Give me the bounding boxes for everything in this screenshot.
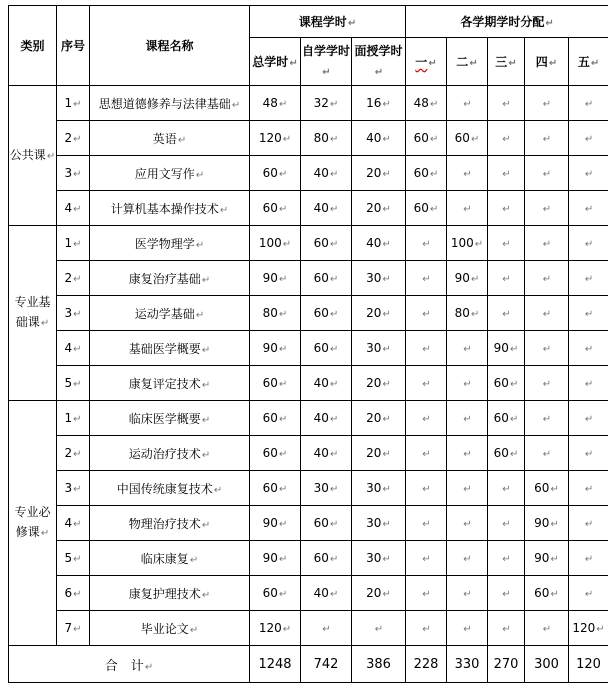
header-total-hours: 总学时↵: [250, 38, 301, 86]
total-hours-cell: 60↵: [250, 471, 301, 506]
table-row: [9, 191, 608, 226]
totals-semester-5: 120: [569, 646, 608, 683]
total-hours-cell: 100↵: [250, 226, 301, 261]
semester-5-cell: ↵: [569, 226, 608, 261]
semester-2-cell: ↵: [447, 86, 488, 121]
table-row: [9, 156, 608, 191]
total-hours-cell: 90↵: [250, 506, 301, 541]
self-study-cell: 40↵: [301, 401, 352, 436]
seq-cell: 4↵: [57, 331, 90, 366]
course-name-cell: 康复治疗基础↵: [90, 261, 250, 296]
seq-cell: 4↵: [57, 506, 90, 541]
semester-3-cell: ↵: [488, 121, 525, 156]
face-to-face-cell: 40↵: [352, 121, 406, 156]
totals-semester-3: 270: [488, 646, 525, 683]
semester-2-cell: 100↵: [447, 226, 488, 261]
header-hours-group: 课程学时↵: [250, 6, 406, 38]
header-semester-group: 各学期学时分配↵: [406, 6, 608, 38]
self-study-cell: 40↵: [301, 576, 352, 611]
totals-face-to-face: 386: [352, 646, 406, 683]
self-study-cell: 32↵: [301, 86, 352, 121]
semester-1-cell: ↵: [406, 366, 447, 401]
semester-3-cell: ↵: [488, 506, 525, 541]
semester-5-cell: ↵: [569, 296, 608, 331]
self-study-cell: 60↵: [301, 261, 352, 296]
semester-2-cell: ↵: [447, 331, 488, 366]
face-to-face-cell: 20↵: [352, 401, 406, 436]
face-to-face-cell: 30↵: [352, 331, 406, 366]
semester-5-cell: 120↵: [569, 611, 608, 646]
course-name-cell: 运动治疗技术↵: [90, 436, 250, 471]
total-hours-cell: 48↵: [250, 86, 301, 121]
total-hours-cell: 60↵: [250, 156, 301, 191]
course-name-cell: 基础医学概要↵: [90, 331, 250, 366]
table-row: [9, 436, 608, 471]
header-semester-3: 三↵: [488, 38, 525, 86]
semester-5-cell: ↵: [569, 576, 608, 611]
course-name-cell: 康复评定技术↵: [90, 366, 250, 401]
face-to-face-cell: 16↵: [352, 86, 406, 121]
semester-4-cell: ↵: [525, 296, 569, 331]
semester-4-cell: ↵: [525, 156, 569, 191]
semester-4-cell: ↵: [525, 366, 569, 401]
seq-cell: 7↵: [57, 611, 90, 646]
semester-3-cell: ↵: [488, 541, 525, 576]
seq-cell: 2↵: [57, 121, 90, 156]
semester-5-cell: ↵: [569, 156, 608, 191]
face-to-face-cell: 30↵: [352, 471, 406, 506]
semester-4-cell: ↵: [525, 121, 569, 156]
semester-5-cell: ↵: [569, 261, 608, 296]
semester-4-cell: ↵: [525, 86, 569, 121]
semester-3-cell: ↵: [488, 296, 525, 331]
total-hours-cell: 90↵: [250, 331, 301, 366]
semester-4-cell: 60↵: [525, 576, 569, 611]
semester-3-cell: ↵: [488, 191, 525, 226]
seq-cell: 5↵: [57, 541, 90, 576]
semester-2-cell: ↵: [447, 506, 488, 541]
face-to-face-cell: 30↵: [352, 506, 406, 541]
self-study-cell: ↵: [301, 611, 352, 646]
semester-3-cell: ↵: [488, 156, 525, 191]
face-to-face-cell: ↵: [352, 611, 406, 646]
semester-2-cell: ↵: [447, 401, 488, 436]
table-row: [9, 226, 608, 261]
semester-4-cell: 90↵: [525, 506, 569, 541]
course-name-cell: 应用文写作↵: [90, 156, 250, 191]
totals-label: 合 计↵: [9, 646, 250, 683]
table-row: [9, 121, 608, 156]
seq-cell: 2↵: [57, 261, 90, 296]
semester-2-cell: ↵: [447, 541, 488, 576]
face-to-face-cell: 20↵: [352, 436, 406, 471]
semester-4-cell: ↵: [525, 331, 569, 366]
semester-4-cell: ↵: [525, 261, 569, 296]
semester-4-cell: 90↵: [525, 541, 569, 576]
semester-2-cell: ↵: [447, 471, 488, 506]
semester-1-cell: ↵: [406, 331, 447, 366]
semester-1-cell: ↵: [406, 541, 447, 576]
total-hours-cell: 60↵: [250, 576, 301, 611]
self-study-cell: 30↵: [301, 471, 352, 506]
curriculum-table: [8, 5, 608, 683]
header-course-name: 课程名称: [90, 6, 250, 86]
semester-2-cell: 80↵: [447, 296, 488, 331]
self-study-cell: 60↵: [301, 226, 352, 261]
semester-2-cell: ↵: [447, 366, 488, 401]
semester-2-cell: ↵: [447, 191, 488, 226]
semester-4-cell: ↵: [525, 191, 569, 226]
semester-1-cell: ↵: [406, 296, 447, 331]
total-hours-cell: 60↵: [250, 401, 301, 436]
seq-cell: 3↵: [57, 156, 90, 191]
self-study-cell: 60↵: [301, 296, 352, 331]
table-row: [9, 611, 608, 646]
course-name-cell: 临床康复↵: [90, 541, 250, 576]
table-row: [9, 401, 608, 436]
semester-4-cell: ↵: [525, 436, 569, 471]
semester-1-cell: 60↵: [406, 121, 447, 156]
semester-1-cell: ↵: [406, 506, 447, 541]
self-study-cell: 60↵: [301, 541, 352, 576]
table-body: [9, 86, 608, 646]
semester-5-cell: ↵: [569, 506, 608, 541]
totals-semester-2: 330: [447, 646, 488, 683]
course-name-cell: 医学物理学↵: [90, 226, 250, 261]
semester-4-cell: 60↵: [525, 471, 569, 506]
header-category: 类别: [9, 6, 57, 86]
semester-3-cell: ↵: [488, 471, 525, 506]
face-to-face-cell: 20↵: [352, 296, 406, 331]
semester-3-cell: ↵: [488, 261, 525, 296]
self-study-cell: 80↵: [301, 121, 352, 156]
course-name-cell: 中国传统康复技术↵: [90, 471, 250, 506]
seq-cell: 6↵: [57, 576, 90, 611]
semester-1-cell: 60↵: [406, 191, 447, 226]
table-row: [9, 296, 608, 331]
semester-1-cell: ↵: [406, 611, 447, 646]
semester-5-cell: ↵: [569, 471, 608, 506]
semester-1-cell: ↵: [406, 436, 447, 471]
semester-3-cell: ↵: [488, 611, 525, 646]
semester-5-cell: ↵: [569, 436, 608, 471]
totals-row: [9, 646, 608, 683]
total-hours-cell: 60↵: [250, 366, 301, 401]
semester-3-cell: 90↵: [488, 331, 525, 366]
table-row: [9, 366, 608, 401]
table-row: [9, 331, 608, 366]
semester-1-cell: ↵: [406, 226, 447, 261]
semester-2-cell: 60↵: [447, 121, 488, 156]
seq-cell: 1↵: [57, 226, 90, 261]
course-name-cell: 毕业论文↵: [90, 611, 250, 646]
total-hours-cell: 90↵: [250, 541, 301, 576]
total-hours-cell: 80↵: [250, 296, 301, 331]
semester-1-cell: ↵: [406, 576, 447, 611]
seq-cell: 3↵: [57, 471, 90, 506]
self-study-cell: 40↵: [301, 191, 352, 226]
semester-2-cell: ↵: [447, 156, 488, 191]
face-to-face-cell: 20↵: [352, 366, 406, 401]
semester-3-cell: 60↵: [488, 366, 525, 401]
table-row: [9, 506, 608, 541]
semester-5-cell: ↵: [569, 331, 608, 366]
total-hours-cell: 60↵: [250, 191, 301, 226]
semester-2-cell: ↵: [447, 576, 488, 611]
table-row: [9, 576, 608, 611]
course-name-cell: 物理治疗技术↵: [90, 506, 250, 541]
course-name-cell: 思想道德修养与法律基础↵: [90, 86, 250, 121]
self-study-cell: 40↵: [301, 156, 352, 191]
totals-semester-4: 300: [525, 646, 569, 683]
total-hours-cell: 120↵: [250, 121, 301, 156]
semester-3-cell: 60↵: [488, 401, 525, 436]
totals-total-hours: 1248: [250, 646, 301, 683]
face-to-face-cell: 40↵: [352, 226, 406, 261]
semester-3-cell: 60↵: [488, 436, 525, 471]
semester-5-cell: ↵: [569, 541, 608, 576]
semester-5-cell: ↵: [569, 121, 608, 156]
category-cell: 专业必修课↵: [9, 401, 57, 646]
table-row: [9, 471, 608, 506]
header-row-1: [9, 6, 608, 38]
self-study-cell: 40↵: [301, 436, 352, 471]
seq-cell: 1↵: [57, 86, 90, 121]
semester-3-cell: ↵: [488, 576, 525, 611]
header-seq: 序号: [57, 6, 90, 86]
face-to-face-cell: 30↵: [352, 261, 406, 296]
total-hours-cell: 60↵: [250, 436, 301, 471]
table-row: [9, 86, 608, 121]
semester-5-cell: ↵: [569, 191, 608, 226]
semester-1-cell: ↵: [406, 401, 447, 436]
semester-5-cell: ↵: [569, 86, 608, 121]
header-self-study: 自学学时↵: [301, 38, 352, 86]
course-name-cell: 临床医学概要↵: [90, 401, 250, 436]
category-cell: 公共课↵: [9, 86, 57, 226]
total-hours-cell: 120↵: [250, 611, 301, 646]
seq-cell: 3↵: [57, 296, 90, 331]
semester-3-cell: ↵: [488, 226, 525, 261]
header-semester-4: 四↵: [525, 38, 569, 86]
face-to-face-cell: 20↵: [352, 191, 406, 226]
semester-2-cell: ↵: [447, 436, 488, 471]
category-cell: 专业基础课↵: [9, 226, 57, 401]
semester-2-cell: 90↵: [447, 261, 488, 296]
semester-5-cell: ↵: [569, 366, 608, 401]
table-row: [9, 261, 608, 296]
face-to-face-cell: 20↵: [352, 156, 406, 191]
course-name-cell: 康复护理技术↵: [90, 576, 250, 611]
seq-cell: 5↵: [57, 366, 90, 401]
semester-4-cell: ↵: [525, 226, 569, 261]
totals-self-study: 742: [301, 646, 352, 683]
semester-4-cell: ↵: [525, 401, 569, 436]
totals-semester-1: 228: [406, 646, 447, 683]
semester-5-cell: ↵: [569, 401, 608, 436]
semester-3-cell: ↵: [488, 86, 525, 121]
semester-1-cell: ↵: [406, 261, 447, 296]
course-name-cell: 运动学基础↵: [90, 296, 250, 331]
header-semester-5: 五↵: [569, 38, 608, 86]
semester-2-cell: ↵: [447, 611, 488, 646]
semester-4-cell: ↵: [525, 611, 569, 646]
self-study-cell: 60↵: [301, 331, 352, 366]
header-semester-2: 二↵: [447, 38, 488, 86]
header-face-to-face: 面授学时↵: [352, 38, 406, 86]
seq-cell: 2↵: [57, 436, 90, 471]
seq-cell: 1↵: [57, 401, 90, 436]
seq-cell: 4↵: [57, 191, 90, 226]
semester-1-cell: ↵: [406, 471, 447, 506]
table-row: [9, 541, 608, 576]
face-to-face-cell: 30↵: [352, 541, 406, 576]
header-semester-1: 一↵: [406, 38, 447, 86]
face-to-face-cell: 20↵: [352, 576, 406, 611]
course-name-cell: 英语↵: [90, 121, 250, 156]
self-study-cell: 60↵: [301, 506, 352, 541]
semester-1-cell: 48↵: [406, 86, 447, 121]
semester-1-cell: 60↵: [406, 156, 447, 191]
self-study-cell: 40↵: [301, 366, 352, 401]
course-name-cell: 计算机基本操作技术↵: [90, 191, 250, 226]
total-hours-cell: 90↵: [250, 261, 301, 296]
